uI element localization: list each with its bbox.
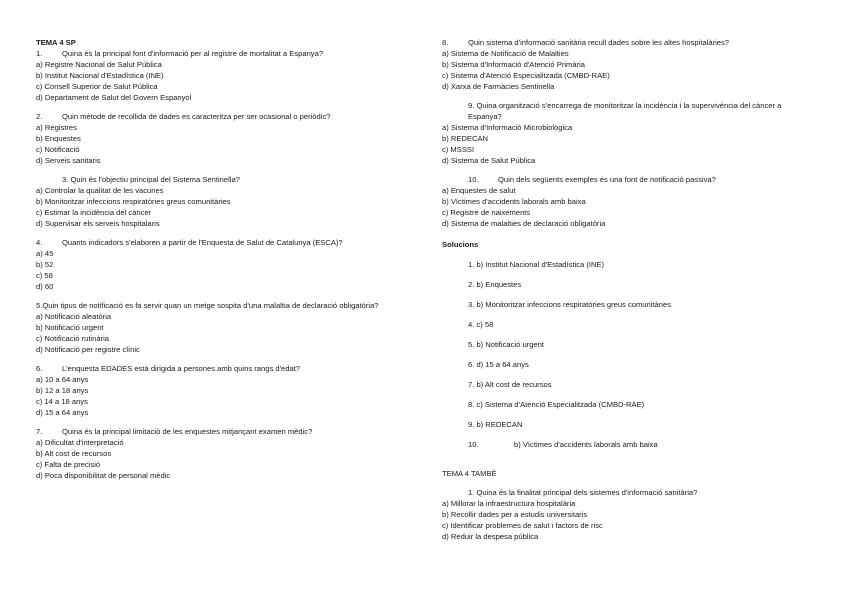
option: d) 60 [36,282,54,291]
option: a) Registre Nacional de Salut Pública [36,60,162,69]
option: c) 58 [36,271,53,280]
question-10 [442,174,812,229]
option: b) REDECAN [442,134,488,143]
solution-item: 5. b) Notificació urgent [468,340,544,349]
option: b) Víctimes d'accidents laborals amb baixa [442,197,586,206]
question-1 [36,48,411,103]
option: a) Millorar la infraestructura hospitalària [442,499,576,508]
solution-item: 7. b) Alt cost de recursos [468,380,552,389]
question-text: 9. Quina organització s'encarrega de monitoritzar la incidència i la supervivència del càncer a Espanya? [468,101,782,121]
question-text: Quin mètode de recollida de dades es caracteritza per ser ocasional o periòdic? [62,112,331,121]
option: d) Poca disponibilitat de personal mèdic [36,471,171,480]
question-3 [36,174,411,229]
option: d) Departament de Salut del Govern Espanyol [36,93,192,102]
option: d) 15 a 64 anys [36,408,89,417]
left-column [36,37,411,481]
option: a) Notificació aleatòria [36,312,112,321]
question-number: 1. [36,49,43,58]
question-8 [442,37,812,92]
question-5 [36,300,411,355]
question-number: 4. [36,238,43,247]
option: c) Sistema d'Atenció Especialitzada (CMBD-RAE) [442,71,610,80]
option: c) MSSSI [442,145,475,154]
option: d) Supervisar els serveis hospitalaris [36,219,160,228]
solutions-heading: Solucions [442,240,479,249]
question-number: 2. [36,112,43,121]
solution-number: 10. [468,440,479,449]
solution-item-10 [442,439,812,450]
solution-item: 4. c) 58 [468,320,494,329]
question-text: Quin dels següents exemples és una font de notificació passiva? [498,175,716,184]
solution-text: b) Víctimes d'accidents laborals amb baixa [514,440,658,449]
option: c) Estimar la incidència del càncer [36,208,152,217]
option: a) 10 a 64 anys [36,375,89,384]
option: c) Registre de naixements [442,208,531,217]
question-text: Quina és la principal limitació de les enquestes mitjançant examen mèdic? [62,427,313,436]
question-6 [36,363,411,418]
question-text: 3. Quin és l'objectiu principal del Sistema Sentinella? [62,175,240,184]
option: d) Sistema de Salut Pública [442,156,536,165]
section-title: TEMA 4 TAMBÉ [442,469,497,478]
question-text: 1. Quina és la finalitat principal dels sistemes d'informació sanitària? [468,488,698,497]
option: c) Falta de precisió [36,460,101,469]
question-7 [36,426,411,481]
option: b) Enquestes [36,134,81,143]
option: a) Sistema d'Informació Microbiològica [442,123,573,132]
option: d) Serveis sanitaris [36,156,101,165]
option: b) Monitoritzar infeccions respiratòries greus comunitàries [36,197,231,206]
question-text: 5.Quin tipus de notificació es fa servir quan un metge sospita d'una malaltia de declaració obligatòria? [36,301,379,310]
solution-item: 9. b) REDECAN [468,420,523,429]
option: d) Notificació per registre clínic [36,345,140,354]
option: b) Alt cost de recursos [36,449,112,458]
option: c) Consell Superior de Salut Pública [36,82,158,91]
option: b) Recollir dades per a estudis universitaris [442,510,588,519]
option: a) Dificultat d'interpretació [36,438,124,447]
option: b) Sistema d'Informació d'Atenció Primària [442,60,586,69]
option: d) Reduir la despesa pública [442,532,539,541]
option: b) 12 a 18 anys [36,386,89,395]
option: a) 45 [36,249,54,258]
option: c) Notificació [36,145,80,154]
option: d) Xarxa de Farmàcies Sentinella [442,82,555,91]
question-text: L'enquesta EDADES està dirigida a persones amb quins rangs d'edat? [62,364,301,373]
solution-item: 2. b) Enquestes [468,280,522,289]
question-9 [442,100,812,166]
option: b) 52 [36,260,54,269]
option: a) Enquestes de salut [442,186,516,195]
option: a) Controlar la qualitat de les vacunes [36,186,164,195]
option: b) Institut Nacional d'Estadística (INE) [36,71,164,80]
option: b) Notificació urgent [36,323,104,332]
question-2 [36,111,411,166]
option: c) 14 a 18 anys [36,397,88,406]
question-number: 6. [36,364,43,373]
option: c) Notificació rutinària [36,334,110,343]
question-4 [36,237,411,292]
right-column [442,37,812,542]
option: c) Identificar problemes de salut i factors de risc [442,521,603,530]
solution-item: 3. b) Monitoritzar infeccions respiratòries greus comunitàries [468,300,672,309]
question-number: 7. [36,427,43,436]
question-number: 10. [468,175,479,184]
question-text: Quin sistema d'informació sanitària recull dades sobre les altes hospitalàries? [468,38,730,47]
question-number: 8. [442,38,449,47]
option: d) Sistema de malalties de declaració obligatòria [442,219,606,228]
question-text: Quina és la principal font d'informació per al registre de mortalitat a Espanya? [62,49,324,58]
option: a) Registres [36,123,77,132]
doc-title: TEMA 4 SP [36,38,76,47]
question-text: Quants indicadors s'elaboren a partir de l'Enquesta de Salut de Catalunya (ESCA)? [62,238,343,247]
solution-item: 6. d) 15 a 64 anys [468,360,529,369]
solution-item: 8. c) Sistema d'Atenció Especialitzada (CMBD-RAE) [468,400,645,409]
solutions-list [442,259,812,450]
tema2-question-1 [442,487,812,542]
option: a) Sistema de Notificació de Malalties [442,49,569,58]
solution-item: 1. b) Institut Nacional d'Estadística (INE) [468,260,605,269]
